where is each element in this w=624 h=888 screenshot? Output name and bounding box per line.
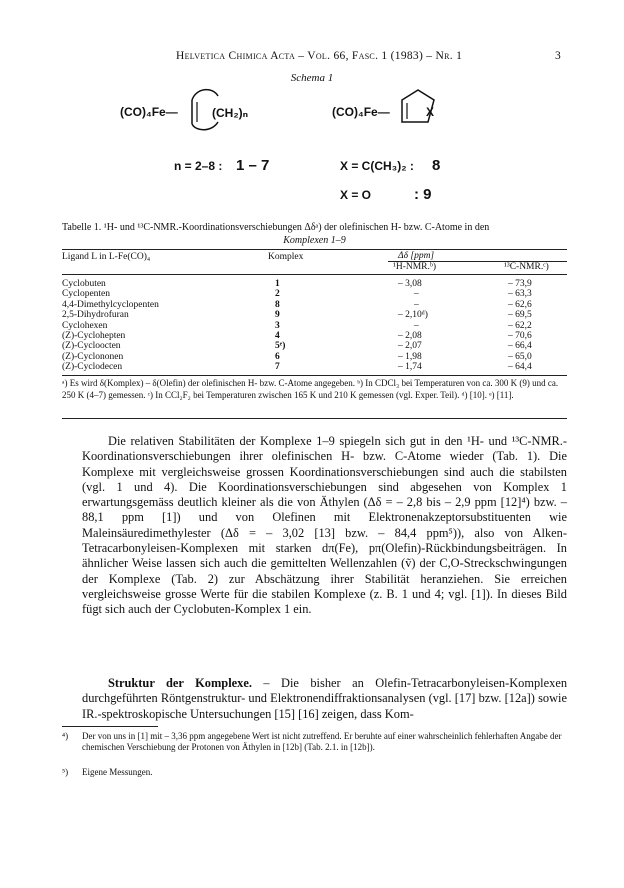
table-caption-line2: Komplexen 1–9 <box>283 234 346 246</box>
cell-h: – 1,74 <box>398 362 422 373</box>
ring-x-label: X <box>426 105 435 119</box>
body-paragraph-1 <box>82 434 567 618</box>
table-top-rule <box>62 249 567 250</box>
cell-h: – 2,07 <box>398 341 422 352</box>
paragraph-text: – Die bisher an Olefin-Tetracarbonyleisen-Komplexen durchgeführten Röntgenstruktur- und Elektronendiffraktionsanalysen (vgl. [17] bzw. [12a]) sowie IR.-spektroskopische Untersuchungen [15] [16] zeigen, dass Kom- <box>82 676 568 721</box>
footnote-text: Eigene Messungen. <box>82 767 153 777</box>
cell-komplex: 7 <box>275 362 280 373</box>
header-delta: Δδ [ppm] <box>398 251 435 261</box>
cell-c: – 64,4 <box>508 362 532 373</box>
section-heading: Struktur der Komplexe. <box>108 676 252 690</box>
n-compounds-label: 1 – 7 <box>236 157 270 174</box>
journal-title: Helvetica Chimica Acta – Vol. 66, Fasc. 1 (1983) – Nr. 1 <box>176 50 463 62</box>
cell-komplex: 9 <box>275 310 280 321</box>
cell-h: – 2,08 <box>398 331 422 341</box>
cell-c: – 62,6 <box>508 299 532 310</box>
cell-ligand: Cyclopenten <box>62 289 111 300</box>
cell-h: – <box>414 299 419 310</box>
x2-compound-number: : 9 <box>414 186 432 203</box>
fe-co4-right: (CO)₄Fe— <box>332 105 390 119</box>
schema-structure-right <box>332 84 482 134</box>
cell-ligand: 4,4-Dimethylcyclopenten <box>62 299 159 310</box>
cell-h: – <box>414 289 419 300</box>
cell-ligand: Cyclohexen <box>62 320 108 331</box>
page-footnote <box>62 731 567 753</box>
cell-c: – 65,0 <box>508 351 532 362</box>
header-h-nmr: ¹H-NMR.ᵇ) <box>393 262 436 272</box>
schema-structure-left <box>120 84 320 134</box>
cell-komplex: 3 <box>275 320 280 331</box>
ring-ch2-n: (CH₂)ₙ <box>212 106 249 120</box>
schema-title: Schema 1 <box>290 72 334 84</box>
cell-ligand: (Z)-Cycloocten <box>62 341 121 352</box>
paragraph-2-content <box>82 676 567 722</box>
cell-komplex: 8 <box>275 299 280 310</box>
table-footnotes: ᵃ) Es wird δ(Komplex) – δ(Olefin) der olefinischen H- bzw. C-Atome angegeben. ᵇ) In CDCl₃ bei Temperaturen von ca. 300 K (9) und ca. 250 K (4–7) gemessen. ᶜ) In CCl₂F₂ bei Temperaturen zwischen 165 K und 210 K gemessen (vgl. Exper. Teil). ᵈ) [10]. ᵉ) [11]. <box>62 378 559 400</box>
cell-komplex: 5ᵉ) <box>275 341 286 352</box>
cell-c: – 69,5 <box>508 310 532 321</box>
footnote-mark: ⁴) <box>62 731 69 741</box>
body-paragraph-2 <box>82 676 567 722</box>
cell-ligand: (Z)-Cyclodecen <box>62 362 123 373</box>
n-range-label: n = 2–8 : <box>174 159 223 173</box>
paragraph-text: Die relativen Stabilitäten der Komplexe 1–9 spiegeln sich gut in den ¹H- und ¹³C-NMR.-Koordinationsverschiebungen ihrer olefinischen H- bzw. C-Atome wieder (Tab. 1). Die Komplexe mit vergleichsweise grossen Koordinationsverschiebungen sind auch die stabilsten (vgl. 1 und 4). Die Koordinationsverschiebungen sind abgesehen von Komplex 1 erwartungsgemäss deutlich kleiner als die von Äthylen (Δδ = – 2,8 bis – 2,9 ppm [12]⁴) bzw. – 88,1 ppm [1]) und von Olefinen mit Elektronenakzeptorsubstituenten wie Maleinsäuredimethylester (Δδ = – 3,02 [13] bzw. – 84,4 ppm⁵)), also von Alken-Tetracarbonyleisen-Komplexen mit starken dπ(Fe), pπ(Olefin)-Rückbindungsbeiträgen. In ähnlicher Weise lassen sich auch die gemittelten Wellenzahlen (ṽ) der C,O-Streckschwingungen der Komplexe (Tab. 2) zur Abschätzung ihrer Stabilität heranziehen. Sie erreichen vergleichsweise grosse Werte für die stabilen Komplexe (z. B. 1 und 4; vgl. [1]). In dieses Bild fügt sich auch der Cyclobuten-Komplex 1 ein. <box>82 434 567 617</box>
cell-c: – 73,9 <box>508 279 532 289</box>
cell-ligand: (Z)-Cyclononen <box>62 351 124 362</box>
cell-komplex: 1 <box>275 279 280 289</box>
cell-komplex: 4 <box>275 331 280 341</box>
table-body <box>0 279 624 379</box>
table-footnote-rule <box>62 418 567 419</box>
cell-h: – 2,10ᵈ) <box>398 310 428 321</box>
footnote-mark: ⁵) <box>62 767 69 777</box>
cell-ligand: Cyclobuten <box>62 279 106 289</box>
table-header-rule <box>62 274 567 275</box>
header-ligand: Ligand L in L-Fe(CO)₄ <box>62 252 151 262</box>
x1-substituent-label: X = C(CH₃)₂ : <box>340 159 414 173</box>
cell-ligand: (Z)-Cyclohepten <box>62 331 126 341</box>
footnote-text: Der von uns in [1] mit – 3,36 ppm angegebene Wert ist nicht zutreffend. Er beruhte auf einer wahrscheinlich fehlerhaften Angabe der chemischen Verschiebung der Protonen von Äthylen in [12b] (Tab. 2.1. in [12b]). <box>82 731 562 752</box>
x1-compound-number: 8 <box>432 157 441 174</box>
table-caption <box>62 222 567 247</box>
cell-h: – <box>414 320 419 331</box>
fe-co4-left: (CO)₄Fe— <box>120 105 178 119</box>
cell-komplex: 2 <box>275 289 280 300</box>
page-footnote-rule <box>62 726 158 727</box>
cell-h: – 3,08 <box>398 279 422 289</box>
page-number: 3 <box>555 50 562 62</box>
header-c-nmr: ¹³C-NMR.ᶜ) <box>504 262 549 272</box>
page-footnote <box>62 767 567 778</box>
cyclopentene-ring-drawing <box>394 86 444 132</box>
cell-c: – 62,2 <box>508 320 532 331</box>
cell-c: – 70,6 <box>508 331 532 341</box>
cell-c: – 63,3 <box>508 289 532 300</box>
x2-substituent-label: X = O <box>340 188 372 202</box>
header-komplex: Komplex <box>268 252 304 262</box>
cell-ligand: 2,5-Dihydrofuran <box>62 310 129 321</box>
cell-h: – 1,98 <box>398 351 422 362</box>
table-bottom-rule <box>62 375 567 376</box>
cell-komplex: 6 <box>275 351 280 362</box>
table-caption-line1: Tabelle 1. ¹H- und ¹³C-NMR.-Koordinationsverschiebungen Δδᵃ) der olefinischen H- bzw. C-Atome in den <box>62 222 490 233</box>
cell-c: – 66,4 <box>508 341 532 352</box>
